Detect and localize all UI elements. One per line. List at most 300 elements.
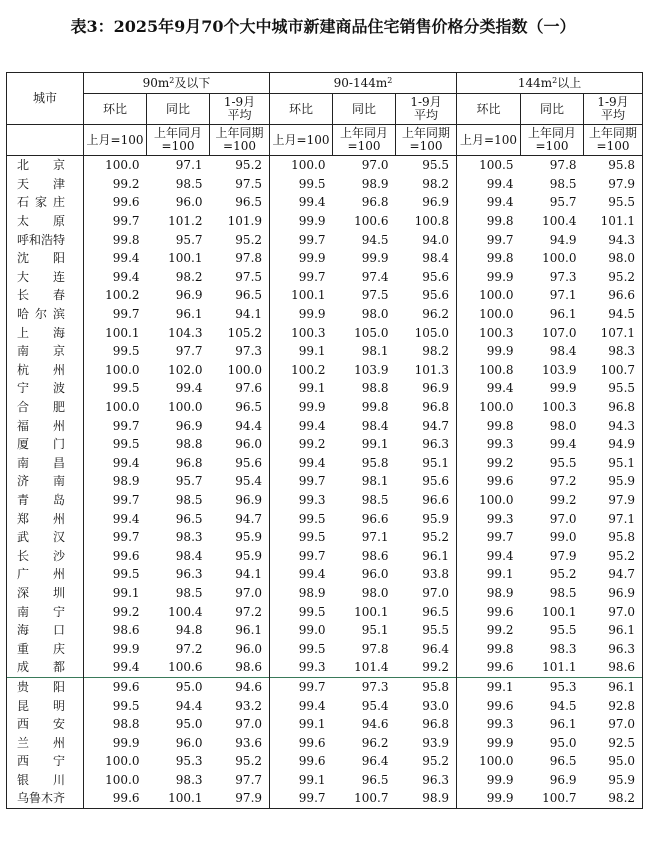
index-value: 100.5 <box>457 156 521 175</box>
table-row <box>7 509 643 528</box>
index-value: 97.0 <box>584 715 643 734</box>
index-value: 94.6 <box>210 677 270 696</box>
index-value: 99.4 <box>298 195 326 210</box>
city-name: 西安 <box>7 715 84 734</box>
index-value: 94.7 <box>396 416 457 435</box>
group-header-medium <box>270 73 457 94</box>
index-value: 100.2 <box>105 288 140 303</box>
index-value: 100.0 <box>105 362 140 377</box>
city-name: 沈阳 <box>7 249 84 268</box>
index-value: 96.9 <box>210 491 270 510</box>
city-name: 重庆 <box>7 639 84 658</box>
index-value: 99.2 <box>298 437 326 452</box>
index-value: 94.7 <box>210 509 270 528</box>
index-value: 99.4 <box>298 455 326 470</box>
index-value: 99.4 <box>549 437 577 452</box>
index-value: 94.5 <box>549 698 577 713</box>
index-value: 96.5 <box>175 511 203 526</box>
index-value: 98.9 <box>486 585 514 600</box>
index-value: 99.4 <box>112 511 140 526</box>
group-label: 90m <box>142 75 170 90</box>
index-value: 95.8 <box>584 528 643 547</box>
index-value: 99.3 <box>486 717 514 732</box>
table-row <box>7 361 643 380</box>
index-value: 100.8 <box>396 212 457 231</box>
index-value: 95.9 <box>584 771 643 790</box>
index-value: 99.1 <box>361 437 389 452</box>
index-value: 98.4 <box>549 344 577 359</box>
index-value: 98.1 <box>361 474 389 489</box>
index-value: 99.9 <box>298 307 326 322</box>
index-value: 97.5 <box>210 268 270 287</box>
index-value: 96.1 <box>584 621 643 640</box>
index-value: 101.3 <box>396 361 457 380</box>
table-body <box>7 156 643 809</box>
index-value: 98.5 <box>175 585 203 600</box>
index-value: 99.5 <box>112 567 140 582</box>
city-name: 广州 <box>7 565 84 584</box>
index-value: 96.0 <box>210 435 270 454</box>
index-value: 99.7 <box>112 418 140 433</box>
index-value: 98.4 <box>175 548 203 563</box>
index-value: 96.5 <box>549 754 577 769</box>
index-value: 95.1 <box>584 454 643 473</box>
index-value: 96.8 <box>584 398 643 417</box>
index-value: 97.8 <box>361 641 389 656</box>
index-value: 98.1 <box>361 344 389 359</box>
index-value: 97.1 <box>584 509 643 528</box>
index-value: 98.6 <box>361 548 389 563</box>
index-value: 99.5 <box>112 698 140 713</box>
group-header-large <box>457 73 643 94</box>
index-value: 93.0 <box>396 696 457 715</box>
index-value: 100.1 <box>542 604 577 619</box>
index-value: 105.2 <box>210 323 270 342</box>
index-value: 101.1 <box>584 212 643 231</box>
base-header: 上月=100 <box>457 125 521 156</box>
table-row <box>7 323 643 342</box>
table-row <box>7 286 643 305</box>
sub-column-header: 1-9月 平均 <box>584 94 643 125</box>
index-value: 99.8 <box>112 232 140 247</box>
city-name: 杭州 <box>7 361 84 380</box>
city-name: 长沙 <box>7 546 84 565</box>
index-value: 95.5 <box>396 621 457 640</box>
index-value: 94.8 <box>175 623 203 638</box>
index-value: 97.0 <box>549 511 577 526</box>
index-value: 99.5 <box>298 530 326 545</box>
index-value: 99.7 <box>112 530 140 545</box>
index-value: 100.7 <box>333 789 396 808</box>
index-value: 98.9 <box>298 585 326 600</box>
group-header-small <box>84 73 270 94</box>
sub-column-headers <box>7 94 643 125</box>
index-value: 93.8 <box>396 565 457 584</box>
city-name: 西宁 <box>7 752 84 771</box>
index-value: 98.5 <box>549 176 577 191</box>
group-label-superscript: 2 <box>552 75 558 85</box>
group-label-suffix: 及以下 <box>174 75 211 90</box>
index-value: 96.1 <box>584 677 643 696</box>
index-value: 94.9 <box>549 232 577 247</box>
sub-column-header: 环比 <box>84 94 147 125</box>
city-name: 郑州 <box>7 509 84 528</box>
index-value: 100.1 <box>105 325 140 340</box>
index-value: 99.7 <box>112 492 140 507</box>
table-row <box>7 752 643 771</box>
index-value: 99.9 <box>298 251 326 266</box>
index-value: 99.4 <box>112 455 140 470</box>
table-row <box>7 733 643 752</box>
index-value: 96.5 <box>210 286 270 305</box>
index-value: 99.7 <box>486 232 514 247</box>
index-value: 100.0 <box>105 772 140 787</box>
index-value: 95.5 <box>549 455 577 470</box>
index-value: 99.4 <box>486 195 514 210</box>
index-value: 100.8 <box>479 362 514 377</box>
city-name: 上海 <box>7 323 84 342</box>
index-value: 98.0 <box>361 307 389 322</box>
index-value: 99.4 <box>112 251 140 266</box>
index-value: 99.4 <box>298 567 326 582</box>
index-value: 97.1 <box>147 156 210 175</box>
index-value: 98.2 <box>584 789 643 808</box>
index-value: 100.4 <box>168 604 203 619</box>
index-value: 94.5 <box>584 305 643 324</box>
index-value: 95.8 <box>584 156 643 175</box>
city-name: 哈尔滨 <box>7 305 84 324</box>
index-value: 94.4 <box>210 416 270 435</box>
table-row <box>7 602 643 621</box>
index-value: 99.6 <box>298 754 326 769</box>
index-value: 99.5 <box>298 176 326 191</box>
index-value: 96.1 <box>210 621 270 640</box>
index-value: 99.6 <box>84 677 147 696</box>
index-value: 94.5 <box>361 232 389 247</box>
index-value: 99.6 <box>298 735 326 750</box>
index-value: 97.1 <box>361 530 389 545</box>
index-value: 99.1 <box>298 772 326 787</box>
index-value: 99.5 <box>298 641 326 656</box>
page-title: 表3：2025年9月70个大中城市新建商品住宅销售价格分类指数（一） <box>70 17 576 36</box>
index-value: 95.2 <box>210 156 270 175</box>
table-row <box>7 416 643 435</box>
index-value: 99.1 <box>486 567 514 582</box>
sub-column-header: 同比 <box>521 94 584 125</box>
index-value: 95.2 <box>584 546 643 565</box>
index-value: 96.3 <box>175 567 203 582</box>
index-value: 95.8 <box>396 677 457 696</box>
index-value: 98.2 <box>175 269 203 284</box>
index-value: 99.5 <box>298 604 326 619</box>
index-value: 96.5 <box>210 193 270 212</box>
index-value: 96.8 <box>396 715 457 734</box>
index-value: 96.8 <box>396 398 457 417</box>
index-value: 95.5 <box>584 379 643 398</box>
table-row <box>7 639 643 658</box>
index-value: 93.2 <box>210 696 270 715</box>
index-value: 95.9 <box>584 472 643 491</box>
index-value: 101.1 <box>542 660 577 675</box>
index-value: 95.6 <box>396 472 457 491</box>
index-value: 97.5 <box>361 288 389 303</box>
city-name: 厦门 <box>7 435 84 454</box>
index-value: 94.9 <box>584 435 643 454</box>
index-value: 95.2 <box>396 752 457 771</box>
index-value: 99.9 <box>298 214 326 229</box>
index-value: 99.1 <box>457 677 521 696</box>
index-value: 97.5 <box>210 175 270 194</box>
group-label-superscript: 2 <box>169 75 175 85</box>
index-value: 99.4 <box>112 269 140 284</box>
index-value: 99.9 <box>361 251 389 266</box>
index-value: 98.4 <box>396 249 457 268</box>
index-value: 95.6 <box>396 286 457 305</box>
group-label: 144m <box>517 75 553 90</box>
index-value: 97.9 <box>210 789 270 808</box>
city-name: 石家庄 <box>7 193 84 212</box>
index-value: 102.0 <box>168 362 203 377</box>
table-row <box>7 491 643 510</box>
index-value: 97.0 <box>333 156 396 175</box>
city-name: 武汉 <box>7 528 84 547</box>
index-value: 99.7 <box>270 789 333 808</box>
index-value: 100.0 <box>105 754 140 769</box>
index-value: 96.5 <box>396 602 457 621</box>
index-value: 99.4 <box>175 381 203 396</box>
index-value: 96.9 <box>396 193 457 212</box>
index-value: 99.7 <box>298 269 326 284</box>
city-name: 南京 <box>7 342 84 361</box>
index-value: 100.0 <box>479 400 514 415</box>
index-value: 95.7 <box>175 474 203 489</box>
base-header: 上年同期 =100 <box>396 125 457 156</box>
index-value: 96.8 <box>175 455 203 470</box>
base-header: 上年同期 =100 <box>210 125 270 156</box>
table-header <box>7 73 643 156</box>
index-value: 98.2 <box>396 342 457 361</box>
index-value: 96.0 <box>210 639 270 658</box>
index-value: 100.3 <box>542 400 577 415</box>
index-value: 99.2 <box>112 176 140 191</box>
table-row <box>7 268 643 287</box>
index-value: 95.1 <box>361 623 389 638</box>
index-value: 100.7 <box>521 789 584 808</box>
index-value: 95.6 <box>396 268 457 287</box>
index-value: 99.6 <box>112 548 140 563</box>
table-row <box>7 528 643 547</box>
city-name: 南宁 <box>7 602 84 621</box>
table-row <box>7 230 643 249</box>
table-row <box>7 156 643 175</box>
index-value: 97.4 <box>361 269 389 284</box>
index-value: 95.9 <box>210 546 270 565</box>
sub-column-header: 环比 <box>270 94 333 125</box>
index-value: 99.1 <box>298 717 326 732</box>
index-value: 93.9 <box>396 733 457 752</box>
index-value: 99.7 <box>298 232 326 247</box>
city-name: 南昌 <box>7 454 84 473</box>
index-value: 98.5 <box>549 585 577 600</box>
index-value: 98.5 <box>175 176 203 191</box>
index-value: 99.6 <box>486 698 514 713</box>
index-value: 99.9 <box>112 641 140 656</box>
index-value: 100.1 <box>291 288 326 303</box>
index-value: 99.1 <box>298 344 326 359</box>
index-value: 92.8 <box>584 696 643 715</box>
city-name: 天津 <box>7 175 84 194</box>
index-value: 99.0 <box>298 623 326 638</box>
index-value: 100.3 <box>291 325 326 340</box>
base-headers <box>7 125 643 156</box>
city-name: 海口 <box>7 621 84 640</box>
table-row <box>7 249 643 268</box>
base-header-blank <box>7 125 84 156</box>
index-value: 99.4 <box>486 548 514 563</box>
index-value: 96.3 <box>584 639 643 658</box>
index-value: 92.5 <box>584 733 643 752</box>
index-value: 95.0 <box>147 677 210 696</box>
index-value: 96.2 <box>361 735 389 750</box>
index-value: 100.0 <box>105 400 140 415</box>
index-value: 99.7 <box>112 214 140 229</box>
index-value: 96.0 <box>175 195 203 210</box>
index-value: 96.5 <box>210 398 270 417</box>
index-value: 97.1 <box>549 288 577 303</box>
index-value: 100.1 <box>168 251 203 266</box>
index-value: 96.4 <box>361 754 389 769</box>
index-value: 99.2 <box>486 455 514 470</box>
index-value: 99.7 <box>298 548 326 563</box>
index-value: 96.6 <box>396 491 457 510</box>
index-value: 100.6 <box>168 660 203 675</box>
table-row <box>7 546 643 565</box>
index-value: 95.2 <box>210 230 270 249</box>
index-value: 99.7 <box>486 530 514 545</box>
base-header: 上年同月 =100 <box>147 125 210 156</box>
index-value: 96.1 <box>549 307 577 322</box>
index-value: 96.3 <box>396 771 457 790</box>
city-name: 银川 <box>7 771 84 790</box>
index-value: 98.6 <box>210 658 270 677</box>
index-value: 103.9 <box>354 362 389 377</box>
index-value: 97.7 <box>210 771 270 790</box>
index-value: 105.0 <box>354 325 389 340</box>
index-value: 99.9 <box>549 381 577 396</box>
table-row <box>7 175 643 194</box>
table-row <box>7 658 643 677</box>
index-value: 101.4 <box>354 660 389 675</box>
index-value: 100.0 <box>542 251 577 266</box>
index-value: 96.5 <box>361 772 389 787</box>
index-value: 100.1 <box>354 604 389 619</box>
index-value: 107.0 <box>542 325 577 340</box>
index-value: 96.4 <box>396 639 457 658</box>
table-row <box>7 472 643 491</box>
group-label: 90-144m <box>333 75 388 90</box>
index-value: 99.1 <box>298 381 326 396</box>
index-value: 98.8 <box>361 381 389 396</box>
index-value: 99.7 <box>112 307 140 322</box>
index-value: 99.3 <box>298 492 326 507</box>
sub-column-header: 同比 <box>147 94 210 125</box>
index-value: 97.3 <box>549 269 577 284</box>
index-value: 99.6 <box>84 789 147 808</box>
index-value: 99.7 <box>270 677 333 696</box>
index-value: 99.6 <box>486 660 514 675</box>
index-value: 99.8 <box>486 641 514 656</box>
table-row <box>7 715 643 734</box>
index-value: 100.0 <box>168 400 203 415</box>
index-value: 99.9 <box>486 344 514 359</box>
city-name: 合肥 <box>7 398 84 417</box>
city-name: 北京 <box>7 156 84 175</box>
index-value: 99.4 <box>298 418 326 433</box>
index-value: 95.4 <box>210 472 270 491</box>
index-value: 98.3 <box>584 342 643 361</box>
index-value: 99.4 <box>486 381 514 396</box>
index-value: 100.0 <box>84 156 147 175</box>
city-name: 呼和浩特 <box>7 230 84 249</box>
index-value: 95.3 <box>521 677 584 696</box>
index-value: 99.8 <box>486 251 514 266</box>
table-row <box>7 789 643 808</box>
index-value: 95.1 <box>396 454 457 473</box>
index-value: 97.0 <box>210 584 270 603</box>
index-value: 99.4 <box>112 660 140 675</box>
index-value: 97.7 <box>175 344 203 359</box>
base-header: 上年同月 =100 <box>521 125 584 156</box>
index-value: 96.6 <box>584 286 643 305</box>
index-value: 99.7 <box>298 474 326 489</box>
index-value: 97.6 <box>210 379 270 398</box>
index-value: 96.9 <box>549 772 577 787</box>
index-value: 98.3 <box>549 641 577 656</box>
index-value: 100.4 <box>542 214 577 229</box>
index-value: 98.0 <box>549 418 577 433</box>
index-value: 99.2 <box>112 604 140 619</box>
index-value: 99.5 <box>112 381 140 396</box>
index-value: 100.2 <box>291 362 326 377</box>
index-value: 94.0 <box>396 230 457 249</box>
index-value: 97.2 <box>175 641 203 656</box>
index-value: 95.2 <box>396 528 457 547</box>
index-value: 99.6 <box>486 604 514 619</box>
index-value: 95.2 <box>549 567 577 582</box>
index-value: 99.3 <box>486 437 514 452</box>
index-value: 95.5 <box>584 193 643 212</box>
index-value: 96.3 <box>396 435 457 454</box>
index-value: 96.0 <box>361 567 389 582</box>
index-value: 100.0 <box>479 492 514 507</box>
index-value: 98.6 <box>584 658 643 677</box>
index-value: 99.6 <box>486 474 514 489</box>
index-value: 98.8 <box>175 437 203 452</box>
index-value: 94.1 <box>210 565 270 584</box>
city-name: 深圳 <box>7 584 84 603</box>
index-value: 97.2 <box>549 474 577 489</box>
city-name: 长春 <box>7 286 84 305</box>
table-row <box>7 677 643 696</box>
index-value: 99.4 <box>298 698 326 713</box>
index-value: 104.3 <box>168 325 203 340</box>
index-value: 100.0 <box>210 361 270 380</box>
index-value: 96.2 <box>396 305 457 324</box>
index-value: 97.8 <box>521 156 584 175</box>
table-row <box>7 584 643 603</box>
city-name: 青岛 <box>7 491 84 510</box>
index-value: 99.8 <box>486 418 514 433</box>
